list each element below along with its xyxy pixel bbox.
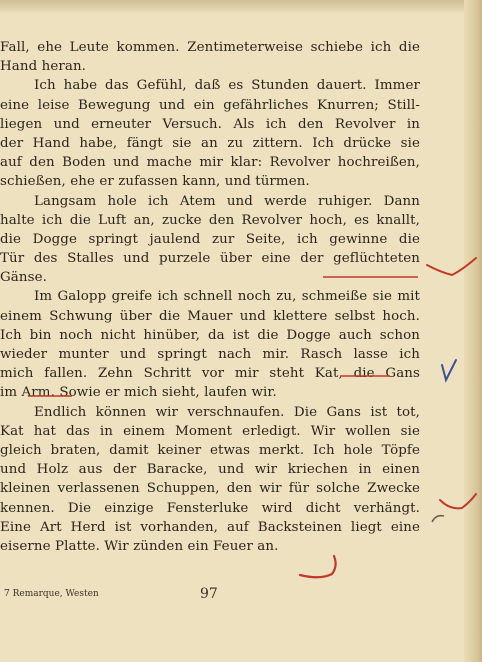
text-line: eine leise Bewegung und ein gefährliches Knurren; Still- [0, 97, 420, 113]
text-line: halte ich die Luft an, zucke den Revolver hoch, es knallt, [0, 212, 420, 228]
page-right-edge [464, 0, 482, 662]
page-footer [4, 586, 304, 606]
ink-mark [432, 516, 444, 522]
text-line: eiserne Platte. Wir zünden ein Feuer an. [0, 538, 279, 554]
text-line: gleich braten, damit keiner etwas merkt. Ich hole Töpfe [0, 442, 420, 458]
text-line: schießen, ehe er zufassen kann, und türmen. [0, 174, 310, 190]
text-line: mich fallen. Zehn Schritt vor mir steht Kat, die Gans [0, 366, 420, 382]
text-line: der Hand habe, fängt sie an zu zittern. Ich drücke sie [0, 135, 420, 151]
text-line: kennen. Die einzige Fensterluke wird dicht verhängt. [0, 500, 420, 516]
blue-check-mark-1 [442, 360, 456, 380]
text-line: Eine Art Herd ist vorhanden, auf Backsteinen liegt eine [0, 519, 420, 535]
text-line: liegen und erneuter Versuch. Als ich den Revolver in [0, 116, 420, 132]
text-line: die Dogge springt jaulend zur Seite, ich gewinne die [0, 231, 420, 247]
text-line: Kat hat das in einem Moment erledigt. Wir wollen sie [0, 423, 420, 439]
text-line: kleinen verlassenen Schuppen, den wir für solche Zwecke [0, 481, 420, 497]
text-line: Langsam hole ich Atem und werde ruhiger. Dann [34, 193, 420, 209]
text-line: Endlich können wir verschnaufen. Die Gans ist tot, [34, 404, 420, 420]
text-line: Fall, ehe Leute kommen. Zentimeterweise schiebe ich die [0, 40, 420, 55]
red-check-mark-3 [300, 556, 336, 577]
text-line: Im Galopp greife ich schnell noch zu, schmeiße sie mit [34, 289, 420, 305]
text-line: Ich bin noch nicht hinüber, da ist die Dogge auch schon [0, 327, 420, 343]
text-line: Ich habe das Gefühl, daß es Stunden dauert. Immer [34, 78, 420, 94]
text-line: wieder munter und springt nach mir. Rasch lasse ich [0, 347, 420, 362]
page-top-shadow [0, 0, 482, 14]
text-line: Hand heran. [0, 59, 87, 75]
text-line: auf den Boden und mache mir klar: Revolver hochreißen, [0, 155, 420, 171]
text-line: einem Schwung über die Mauer und klettere selbst hoch. [0, 308, 420, 324]
text-line: Tür des Stalles und purzele über eine der geflüchteten [0, 251, 420, 267]
text-line: Gänse. [0, 270, 47, 286]
body-text [0, 38, 420, 556]
printer-signature: 7 Remarque, Westen [4, 589, 99, 599]
text-line: im Arm. Sowie er mich sieht, laufen wir. [0, 385, 277, 401]
text-line: und Holz aus der Baracke, und wir kriechen in einen [0, 462, 420, 478]
page-number: 97 [200, 586, 218, 602]
